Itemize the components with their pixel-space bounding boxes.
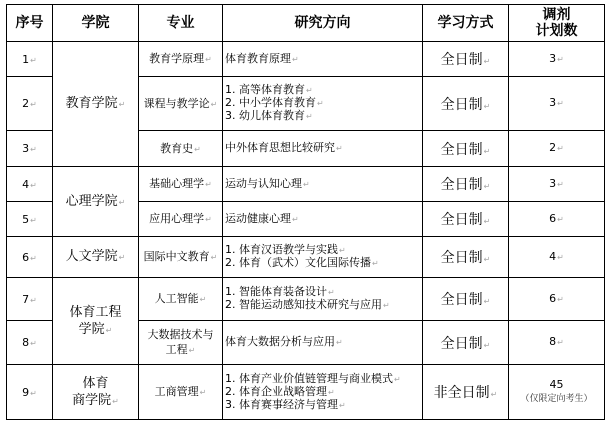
mode-cell: 全日制↵ xyxy=(423,77,509,131)
adjustment-table xyxy=(6,4,605,420)
header-school: 学院 xyxy=(53,5,139,42)
major-cell: 教育学原理↵ xyxy=(139,42,223,77)
row-number: 1↵ xyxy=(7,42,53,77)
plan-cell: 6↵ xyxy=(509,202,605,237)
table-row xyxy=(7,237,605,278)
header-num: 序号 xyxy=(7,5,53,42)
major-cell: 基础心理学↵ xyxy=(139,167,223,202)
table-row xyxy=(7,278,605,321)
major-cell: 人工智能↵ xyxy=(139,278,223,321)
header-row xyxy=(7,5,605,42)
direction-cell: 体育教育原理↵ xyxy=(223,42,423,77)
row-number: 2↵ xyxy=(7,77,53,131)
school-cell: 心理学院↵ xyxy=(53,167,139,237)
row-number: 4↵ xyxy=(7,167,53,202)
major-cell: 应用心理学↵ xyxy=(139,202,223,237)
mode-cell: 非全日制↵ xyxy=(423,365,509,420)
direction-cell: 1. 智能体育装备设计↵ 2. 智能运动感知技术研究与应用↵ xyxy=(223,278,423,321)
mode-cell: 全日制↵ xyxy=(423,278,509,321)
table-row xyxy=(7,365,605,420)
direction-cell: 运动健康心理↵ xyxy=(223,202,423,237)
mode-cell: 全日制↵ xyxy=(423,167,509,202)
plan-cell: 45 （仅限定向考生） xyxy=(509,365,605,420)
major-cell: 工商管理↵ xyxy=(139,365,223,420)
direction-cell: 1. 体育产业价值链管理与商业模式↵ 2. 体育企业战略管理↵ 3. 体育赛事经济与管理↵ xyxy=(223,365,423,420)
plan-cell: 3↵ xyxy=(509,167,605,202)
school-cell: 体育 商学院↵ xyxy=(53,365,139,420)
major-cell: 国际中文教育↵ xyxy=(139,237,223,278)
row-number: 3↵ xyxy=(7,131,53,167)
direction-cell: 体育大数据分析与应用↵ xyxy=(223,321,423,365)
school-cell: 人文学院↵ xyxy=(53,237,139,278)
direction-cell: 中外体育思想比较研究↵ xyxy=(223,131,423,167)
plan-cell: 3↵ xyxy=(509,77,605,131)
plan-note: （仅限定向考生） xyxy=(520,394,593,404)
header-major: 专业 xyxy=(139,5,223,42)
plan-cell: 2↵ xyxy=(509,131,605,167)
major-cell: 教育史↵ xyxy=(139,131,223,167)
header-plan-line2: 计划数 xyxy=(535,23,578,39)
school-cell: 教育学院↵ xyxy=(53,42,139,167)
plan-cell: 3↵ xyxy=(509,42,605,77)
row-number: 9↵ xyxy=(7,365,53,420)
header-plan xyxy=(509,5,605,42)
table-row xyxy=(7,42,605,77)
row-number: 7↵ xyxy=(7,278,53,321)
row-number: 6↵ xyxy=(7,237,53,278)
direction-cell: 运动与认知心理↵ xyxy=(223,167,423,202)
plan-cell: 6↵ xyxy=(509,278,605,321)
mode-cell: 全日制↵ xyxy=(423,42,509,77)
header-plan-line1: 调剂 xyxy=(542,7,571,23)
row-number: 5↵ xyxy=(7,202,53,237)
mode-cell: 全日制↵ xyxy=(423,131,509,167)
table-row xyxy=(7,167,605,202)
mode-cell: 全日制↵ xyxy=(423,237,509,278)
row-number: 8↵ xyxy=(7,321,53,365)
school-cell: 体育工程 学院↵ xyxy=(53,278,139,365)
header-direction: 研究方向 xyxy=(223,5,423,42)
plan-cell: 4↵ xyxy=(509,237,605,278)
major-cell: 课程与教学论↵ xyxy=(139,77,223,131)
header-mode: 学习方式 xyxy=(423,5,509,42)
mode-cell: 全日制↵ xyxy=(423,321,509,365)
mode-cell: 全日制↵ xyxy=(423,202,509,237)
direction-cell: 1. 体育汉语教学与实践↵ 2. 体育（武术）文化国际传播↵ xyxy=(223,237,423,278)
plan-cell: 8↵ xyxy=(509,321,605,365)
direction-cell: 1. 高等体育教育↵ 2. 中小学体育教育↵ 3. 幼儿体育教育↵ xyxy=(223,77,423,131)
major-cell: 大数据技术与 工程↵ xyxy=(139,321,223,365)
